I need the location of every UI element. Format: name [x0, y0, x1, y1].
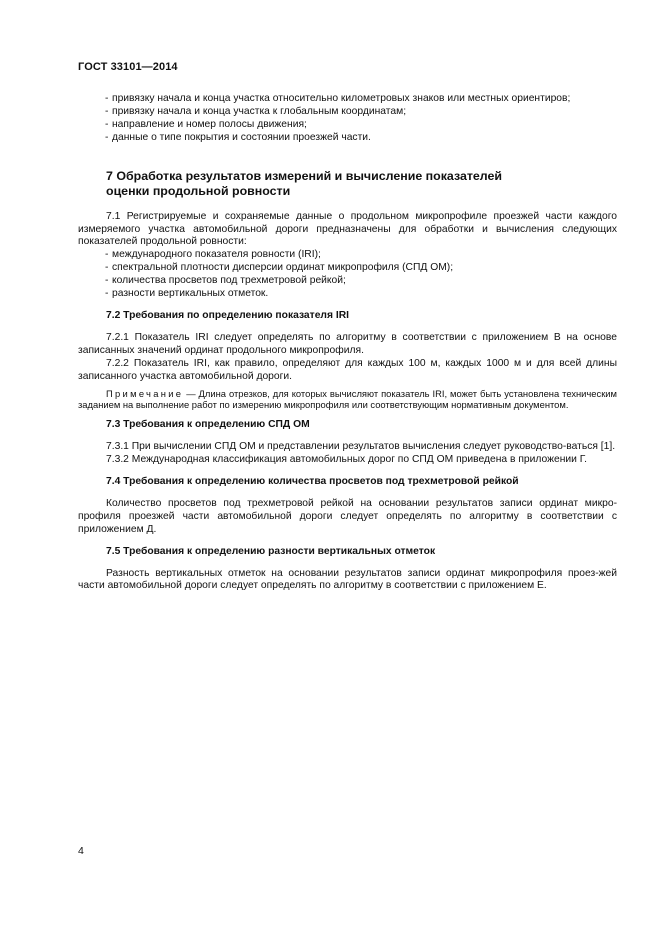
list-item: - количества просветов под трехметровой рейкой; [105, 275, 346, 287]
paragraph-7-1: 7.1 Регистрируемые и сохраняемые данные о продольном микропрофиле проезжей части каждого измеряемого участка автомобильной дороги предназначены для обработки и вычисления следующих показателей продольной ровности: [78, 210, 617, 248]
note-text: — Длина отрезков, для которых вычисляют показатель IRI, может быть установлена техническим заданием на выполнение работ по измерению микропрофиля или соответствующим нормативным документом. [78, 387, 617, 410]
list-item: - международного показателя ровности (IRI); [105, 249, 321, 261]
subsection-7-3-title: 7.3 Требования к определению СПД ОМ [106, 419, 310, 431]
list-item: - разности вертикальных отметок. [105, 288, 269, 300]
note-label: Примечание [106, 387, 184, 399]
paragraph-7-2-1: 7.2.1 Показатель IRI следует определять по алгоритму в соответствии с приложением В на основе записанных значений ординат продольного микропрофиля. [78, 331, 617, 356]
list-item: - направление и номер полосы движения; [105, 118, 307, 130]
paragraph-7-2-2: 7.2.2 Показатель IRI, как правило, определяют для каждых 100 м, каждых 1000 м и для всей длины записанного участка автомобильной дороги. [78, 357, 617, 382]
paragraph-7-3-2: 7.3.2 Международная классификация автомобильных дорог по СПД ОМ приведена в приложении Г. [106, 454, 587, 466]
list-item: - привязку начала и конца участка к глобальным координатам; [105, 105, 407, 117]
subsection-7-2-title: 7.2 Требования по определению показателя IRI [106, 309, 349, 321]
page-body [78, 93, 617, 593]
subsection-7-4-title: 7.4 Требования к определению количества просветов под трехметровой рейкой [106, 476, 519, 488]
page-number: 4 [78, 845, 84, 857]
list-item: - привязку начала и конца участка относительно километровых знаков или местных ориентиров; [105, 93, 571, 104]
intro-list [78, 93, 617, 145]
paragraph-7-3-1: 7.3.1 При вычислении СПД ОМ и представлении результатов вычисления следует руководство-ваться [1]. [106, 441, 616, 453]
subsection-7-5-title: 7.5 Требования к определению разности вертикальных отметок [106, 545, 436, 557]
paragraph-7-5: Разность вертикальных отметок на основании результатов записи ординат микропрофиля проез-жей части автомобильной дороги следует определять по алгоритму в соответствии с приложением Е. [78, 567, 617, 592]
list-item: - спектральной плотности дисперсии ординат микропрофиля (СПД ОМ); [105, 262, 454, 274]
indicator-list [78, 249, 617, 301]
paragraph-7-4: Количество просветов под трехметровой рейкой на основании результатов записи ординат микро-профиля проезжей части автомобильной дороги следует определять по алгоритму в соответствии с приложением Д. [78, 497, 617, 535]
note [78, 388, 617, 411]
section-7-title: 7 Обработка результатов измерений и вычисление показателей оценки продольной ровности [106, 168, 503, 199]
list-item: - данные о типе покрытия и состоянии проезжей части. [105, 131, 371, 143]
standard-header: ГОСТ 33101—2014 [78, 61, 178, 73]
